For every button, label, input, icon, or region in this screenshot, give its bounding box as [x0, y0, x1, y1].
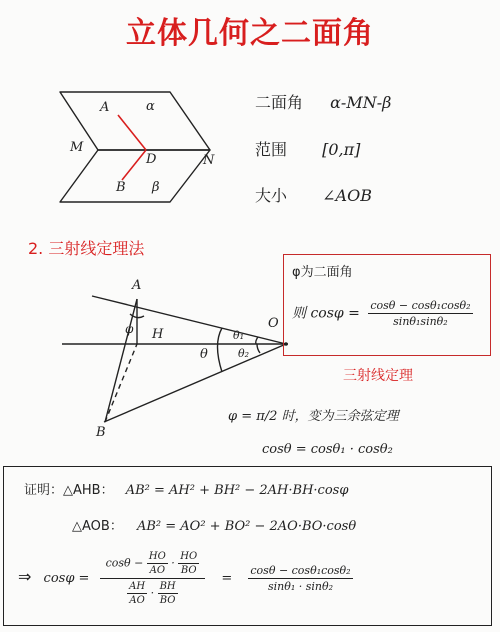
- label-A2: A: [132, 278, 142, 293]
- proof-big-fraction: [100, 551, 206, 606]
- proof-line-1-eq: AB² = AH² + BH² − 2AH·BH·cosφ: [125, 483, 349, 498]
- three-ray-label: 三射线定理: [343, 368, 413, 384]
- proof-line-1-prefix: 证明：△AHB：: [24, 483, 114, 498]
- proof-num-b: $\frac{HO}{AO}$: [148, 551, 166, 576]
- proof-line-1: [24, 479, 348, 498]
- label-O: O: [268, 316, 279, 331]
- theorem-fraction: [368, 299, 472, 328]
- proof-num-a: cosθ −: [105, 556, 144, 570]
- proof-big-denominator: $\frac{AH}{AO}$ · $\frac{BH}{BO}$: [129, 581, 176, 606]
- label-alpha: α: [146, 99, 155, 114]
- method-heading: 2. 三射线定理法: [28, 239, 145, 258]
- proof-num-c: $\frac{HO}{BO}$: [180, 551, 198, 576]
- theorem-prefix: 则 cosφ =: [292, 305, 360, 322]
- dihedral-label: 二面角: [255, 93, 304, 112]
- label-theta1: θ₁: [233, 329, 245, 342]
- label-N: N: [203, 153, 215, 168]
- dihedral-value: α-MN-β: [330, 93, 392, 112]
- label-theta2: θ₂: [238, 347, 250, 360]
- proof-rhs-numerator: cosθ − cosθ₁cosθ₂: [250, 564, 351, 577]
- range-label: 范围: [255, 140, 288, 159]
- label-B2: B: [96, 425, 106, 440]
- proof-equals: =: [221, 571, 233, 586]
- special-formula: cosθ = cosθ₁ · cosθ₂: [262, 442, 393, 457]
- theorem-formula: [292, 299, 473, 328]
- theorem-numerator: cosθ − cosθ₁cosθ₂: [370, 299, 471, 312]
- size-value: ∠AOB: [322, 186, 372, 205]
- theorem-condition: φ为二面角: [292, 265, 353, 280]
- proof-big-numerator: cosθ − $\frac{HO}{AO}$ · $\frac{HO}{BO}$: [100, 551, 206, 579]
- proof-line-2-prefix: △AOB：: [72, 519, 123, 534]
- segment-AB: [105, 299, 137, 422]
- size-label: 大小: [255, 186, 288, 205]
- edge-OB: [122, 150, 146, 180]
- label-phi: φ: [125, 322, 134, 336]
- label-B: B: [116, 180, 126, 195]
- label-D: D: [146, 152, 157, 167]
- label-H: H: [152, 327, 164, 342]
- proof-den-b: $\frac{BH}{BO}$: [159, 581, 176, 606]
- size-line: [255, 183, 372, 206]
- implies-arrow: ⇒: [18, 567, 32, 586]
- dihedral-line: [255, 90, 391, 113]
- special-case: φ = π/2 时，变为三余弦定理: [228, 409, 399, 424]
- proof-rhs-fraction: [248, 564, 352, 593]
- page-title: 立体几何之二面角: [126, 16, 374, 51]
- proof-line-3: [18, 551, 353, 606]
- plane-beta: [60, 150, 210, 202]
- proof-rhs-denominator: sinθ₁ · sinθ₂: [267, 580, 334, 593]
- proof-lhs: cosφ =: [43, 571, 90, 586]
- range-value: [0,π]: [322, 140, 361, 159]
- label-A: A: [100, 100, 110, 115]
- theorem-denominator: sinθ₁sinθ₂: [393, 315, 448, 328]
- ray-OA: [92, 296, 286, 344]
- label-beta: β: [152, 180, 160, 195]
- range-line: [255, 137, 360, 160]
- proof-box: [3, 466, 492, 626]
- proof-line-2: [72, 515, 356, 534]
- label-M: M: [70, 140, 84, 155]
- proof-line-2-eq: AB² = AO² + BO² − 2AO·BO·cosθ: [136, 519, 357, 534]
- label-theta: θ: [200, 347, 208, 362]
- arc-theta1: [256, 337, 258, 344]
- proof-den-a: $\frac{AH}{AO}$: [129, 581, 146, 606]
- theorem-box: [283, 254, 491, 356]
- edge-AO: [118, 115, 146, 150]
- arc-theta: [218, 328, 223, 372]
- arc-theta2: [257, 344, 260, 353]
